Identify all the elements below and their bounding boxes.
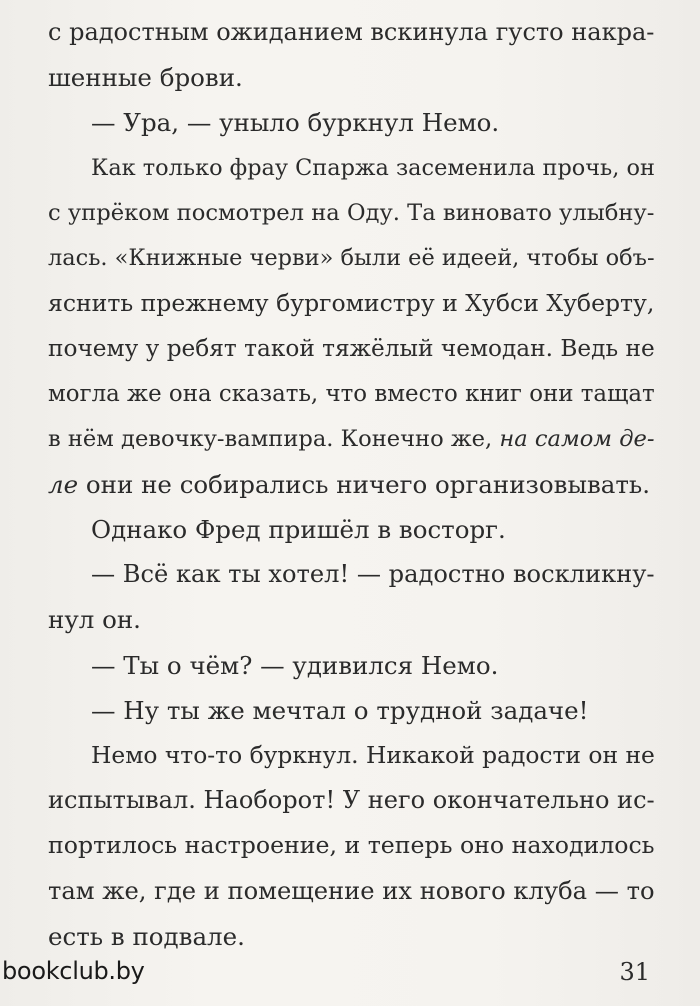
line-text: шенные брови. <box>48 63 243 93</box>
text-line-12 <box>48 507 658 552</box>
line-text: портилось настроение, и теперь оно находилось <box>48 831 655 860</box>
text-line-8 <box>48 326 658 371</box>
line-text: там же, где и помещение их нового клуба — то <box>48 876 655 905</box>
line-text: нул он. <box>48 605 141 635</box>
text-line-10 <box>48 417 658 462</box>
line-text: испытывал. Наоборот! У него окончательно ис- <box>48 786 655 815</box>
text-line-5 <box>48 191 658 236</box>
line-text: лась. «Книжные черви» были её идеей, чтобы объ- <box>48 244 655 271</box>
text-line-18 <box>48 778 658 823</box>
line-text: Как только фрау Спаржа засеменила прочь, он <box>91 154 655 181</box>
text-line-2 <box>48 55 658 100</box>
line-text-italic: ле <box>48 469 79 499</box>
line-text: с упрёком посмотрел на Оду. Та виновато улыбну- <box>48 199 655 226</box>
text-line-6 <box>48 236 658 281</box>
text-line-21 <box>48 914 658 959</box>
line-text: Немо что-то буркнул. Никакой радости он не <box>91 741 655 769</box>
watermark: bookclub.by <box>2 957 145 985</box>
text-line-20 <box>48 869 658 914</box>
line-text: — Всё как ты хотел! — радостно воскликну- <box>91 560 655 589</box>
text-line-11 <box>48 462 658 507</box>
line-text: — Ура, — уныло буркнул Немо. <box>91 108 500 138</box>
line-text: Однако Фред пришёл в восторг. <box>91 515 506 545</box>
line-text: — Ну ты же мечтал о трудной задаче! <box>91 695 589 725</box>
text-line-15 <box>48 643 658 688</box>
body-text <box>48 10 658 959</box>
page-number: 31 <box>619 958 650 986</box>
text-line-3 <box>48 100 658 145</box>
text-line-16 <box>48 688 658 733</box>
line-text: — Ты о чём? — удивился Немо. <box>91 650 499 680</box>
text-line-7 <box>48 281 658 326</box>
text-line-17 <box>48 733 658 778</box>
text-line-1 <box>48 10 658 55</box>
line-text: в нём девочку-вампира. Конечно же, <box>48 425 500 452</box>
line-text: почему у ребят такой тяжёлый чемодан. Ведь не <box>48 335 655 363</box>
line-text: они не собирались ничего организовывать. <box>78 469 651 499</box>
text-line-4 <box>48 146 658 191</box>
line-text: есть в подвале. <box>48 921 245 951</box>
text-line-13 <box>48 552 658 597</box>
text-line-14 <box>48 597 658 642</box>
line-text: могла же она сказать, что вместо книг они тащат <box>48 380 655 407</box>
text-line-19 <box>48 823 658 868</box>
line-text-italic: на самом де- <box>499 425 655 452</box>
text-line-9 <box>48 372 658 417</box>
line-text: с радостным ожиданием вскинула густо накра- <box>48 18 655 46</box>
line-text: яснить прежнему бургомистру и Хубси Хуберту, <box>48 289 655 318</box>
